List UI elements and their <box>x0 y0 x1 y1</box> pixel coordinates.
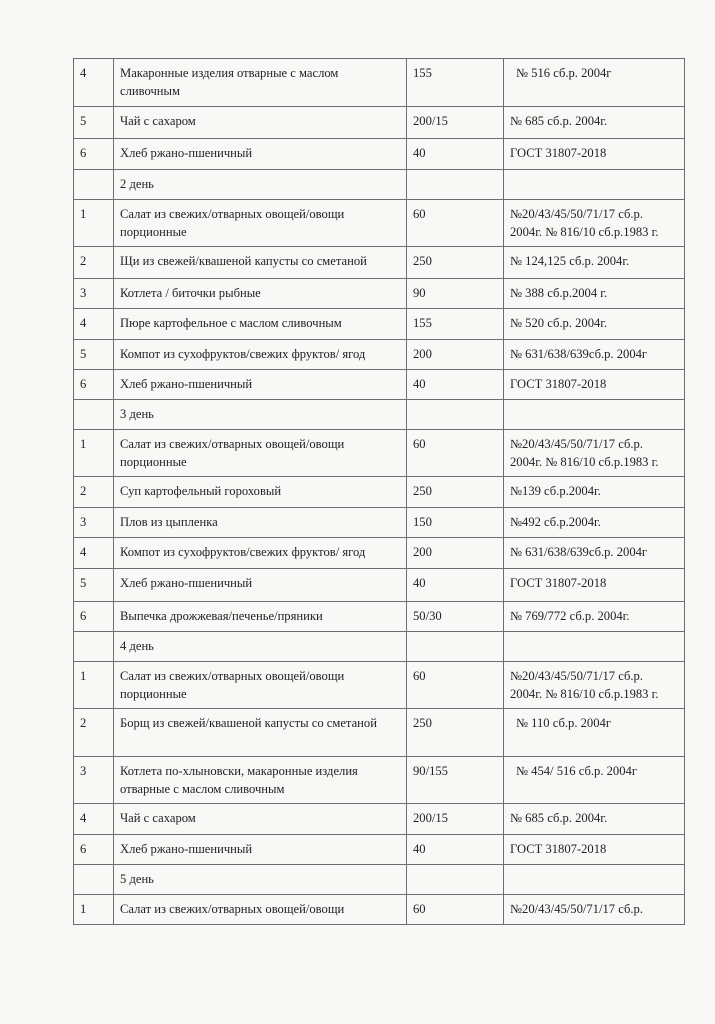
recipe-reference: №139 сб.р.2004г. <box>504 477 685 508</box>
empty-cell <box>407 400 504 430</box>
menu-row <box>74 247 685 279</box>
dish-name: Компот из сухофруктов/свежих фруктов/ ягод <box>114 340 407 370</box>
menu-row <box>74 340 685 370</box>
dish-name: Салат из свежих/отварных овощей/овощи порционные <box>114 430 407 477</box>
day-header-row <box>74 865 685 895</box>
day-label: 4 день <box>114 632 407 662</box>
serving-weight: 60 <box>407 200 504 247</box>
empty-cell <box>74 170 114 200</box>
item-number: 2 <box>74 247 114 279</box>
dish-name: Салат из свежих/отварных овощей/овощи порционные <box>114 662 407 709</box>
serving-weight: 150 <box>407 508 504 538</box>
recipe-reference: ГОСТ 31807-2018 <box>504 139 685 170</box>
day-label: 2 день <box>114 170 407 200</box>
recipe-reference: № 769/772 сб.р. 2004г. <box>504 602 685 632</box>
day-header-row <box>74 632 685 662</box>
item-number: 5 <box>74 107 114 139</box>
item-number: 6 <box>74 370 114 400</box>
recipe-reference: №492 сб.р.2004г. <box>504 508 685 538</box>
dish-name: Котлета / биточки рыбные <box>114 279 407 309</box>
dish-name: Выпечка дрожжевая/печенье/пряники <box>114 602 407 632</box>
item-number: 1 <box>74 430 114 477</box>
dish-name: Хлеб ржано-пшеничный <box>114 139 407 170</box>
empty-cell <box>504 632 685 662</box>
serving-weight: 40 <box>407 139 504 170</box>
item-number: 6 <box>74 139 114 170</box>
serving-weight: 60 <box>407 430 504 477</box>
empty-cell <box>504 865 685 895</box>
menu-row <box>74 602 685 632</box>
serving-weight: 200 <box>407 340 504 370</box>
menu-row <box>74 309 685 340</box>
dish-name: Борщ из свежей/квашеной капусты со сметаной <box>114 709 407 757</box>
menu-row <box>74 430 685 477</box>
empty-cell <box>504 170 685 200</box>
recipe-reference: №20/43/45/50/71/17 сб.р. 2004г. № 816/10 сб.р.1983 г. <box>504 662 685 709</box>
menu-row <box>74 662 685 709</box>
dish-name: Хлеб ржано-пшеничный <box>114 370 407 400</box>
serving-weight: 200/15 <box>407 804 504 835</box>
empty-cell <box>504 400 685 430</box>
serving-weight: 40 <box>407 370 504 400</box>
dish-name: Пюре картофельное с маслом сливочным <box>114 309 407 340</box>
dish-name: Хлеб ржано-пшеничный <box>114 569 407 602</box>
recipe-reference: № 110 сб.р. 2004г <box>504 709 685 757</box>
serving-weight: 250 <box>407 477 504 508</box>
recipe-reference: № 631/638/639сб.р. 2004г <box>504 538 685 569</box>
recipe-reference: № 685 сб.р. 2004г. <box>504 107 685 139</box>
item-number: 4 <box>74 538 114 569</box>
recipe-reference: № 631/638/639сб.р. 2004г <box>504 340 685 370</box>
item-number: 3 <box>74 757 114 804</box>
serving-weight: 90 <box>407 279 504 309</box>
menu-row <box>74 508 685 538</box>
serving-weight: 60 <box>407 662 504 709</box>
empty-cell <box>407 632 504 662</box>
item-number: 1 <box>74 895 114 925</box>
empty-cell <box>74 632 114 662</box>
serving-weight: 250 <box>407 709 504 757</box>
dish-name: Плов из цыпленка <box>114 508 407 538</box>
dish-name: Салат из свежих/отварных овощей/овощи <box>114 895 407 925</box>
recipe-reference: ГОСТ 31807-2018 <box>504 835 685 865</box>
menu-row <box>74 279 685 309</box>
menu-table <box>73 58 685 925</box>
recipe-reference: №20/43/45/50/71/17 сб.р. 2004г. № 816/10 сб.р.1983 г. <box>504 200 685 247</box>
serving-weight: 40 <box>407 569 504 602</box>
menu-row <box>74 569 685 602</box>
item-number: 4 <box>74 804 114 835</box>
serving-weight: 60 <box>407 895 504 925</box>
dish-name: Компот из сухофруктов/свежих фруктов/ ягод <box>114 538 407 569</box>
day-header-row <box>74 170 685 200</box>
empty-cell <box>407 170 504 200</box>
serving-weight: 40 <box>407 835 504 865</box>
menu-row <box>74 139 685 170</box>
item-number: 3 <box>74 279 114 309</box>
recipe-reference: ГОСТ 31807-2018 <box>504 370 685 400</box>
serving-weight: 50/30 <box>407 602 504 632</box>
recipe-reference: №20/43/45/50/71/17 сб.р. 2004г. № 816/10 сб.р.1983 г. <box>504 430 685 477</box>
menu-row <box>74 895 685 925</box>
empty-cell <box>74 865 114 895</box>
item-number: 5 <box>74 569 114 602</box>
dish-name: Щи из свежей/квашеной капусты со сметаной <box>114 247 407 279</box>
serving-weight: 200 <box>407 538 504 569</box>
menu-row <box>74 59 685 107</box>
dish-name: Макаронные изделия отварные с маслом сливочным <box>114 59 407 107</box>
day-label: 3 день <box>114 400 407 430</box>
menu-row <box>74 107 685 139</box>
recipe-reference: № 454/ 516 сб.р. 2004г <box>504 757 685 804</box>
menu-row <box>74 757 685 804</box>
menu-row <box>74 538 685 569</box>
recipe-reference: № 685 сб.р. 2004г. <box>504 804 685 835</box>
menu-row <box>74 477 685 508</box>
menu-row <box>74 835 685 865</box>
serving-weight: 155 <box>407 309 504 340</box>
empty-cell <box>407 865 504 895</box>
item-number: 4 <box>74 309 114 340</box>
item-number: 1 <box>74 200 114 247</box>
item-number: 3 <box>74 508 114 538</box>
dish-name: Суп картофельный гороховый <box>114 477 407 508</box>
recipe-reference: №20/43/45/50/71/17 сб.р. <box>504 895 685 925</box>
menu-row <box>74 709 685 757</box>
recipe-reference: № 520 сб.р. 2004г. <box>504 309 685 340</box>
dish-name: Салат из свежих/отварных овощей/овощи порционные <box>114 200 407 247</box>
recipe-reference: № 516 сб.р. 2004г <box>504 59 685 107</box>
day-label: 5 день <box>114 865 407 895</box>
item-number: 5 <box>74 340 114 370</box>
dish-name: Чай с сахаром <box>114 107 407 139</box>
menu-row <box>74 200 685 247</box>
item-number: 1 <box>74 662 114 709</box>
serving-weight: 90/155 <box>407 757 504 804</box>
empty-cell <box>74 400 114 430</box>
item-number: 2 <box>74 477 114 508</box>
dish-name: Котлета по-хлыновски, макаронные изделия отварные с маслом сливочным <box>114 757 407 804</box>
dish-name: Чай с сахаром <box>114 804 407 835</box>
menu-table-body <box>74 59 685 925</box>
item-number: 4 <box>74 59 114 107</box>
item-number: 2 <box>74 709 114 757</box>
menu-row <box>74 370 685 400</box>
serving-weight: 200/15 <box>407 107 504 139</box>
recipe-reference: ГОСТ 31807-2018 <box>504 569 685 602</box>
recipe-reference: № 388 сб.р.2004 г. <box>504 279 685 309</box>
item-number: 6 <box>74 602 114 632</box>
recipe-reference: № 124,125 сб.р. 2004г. <box>504 247 685 279</box>
serving-weight: 155 <box>407 59 504 107</box>
menu-row <box>74 804 685 835</box>
serving-weight: 250 <box>407 247 504 279</box>
item-number: 6 <box>74 835 114 865</box>
day-header-row <box>74 400 685 430</box>
dish-name: Хлеб ржано-пшеничный <box>114 835 407 865</box>
